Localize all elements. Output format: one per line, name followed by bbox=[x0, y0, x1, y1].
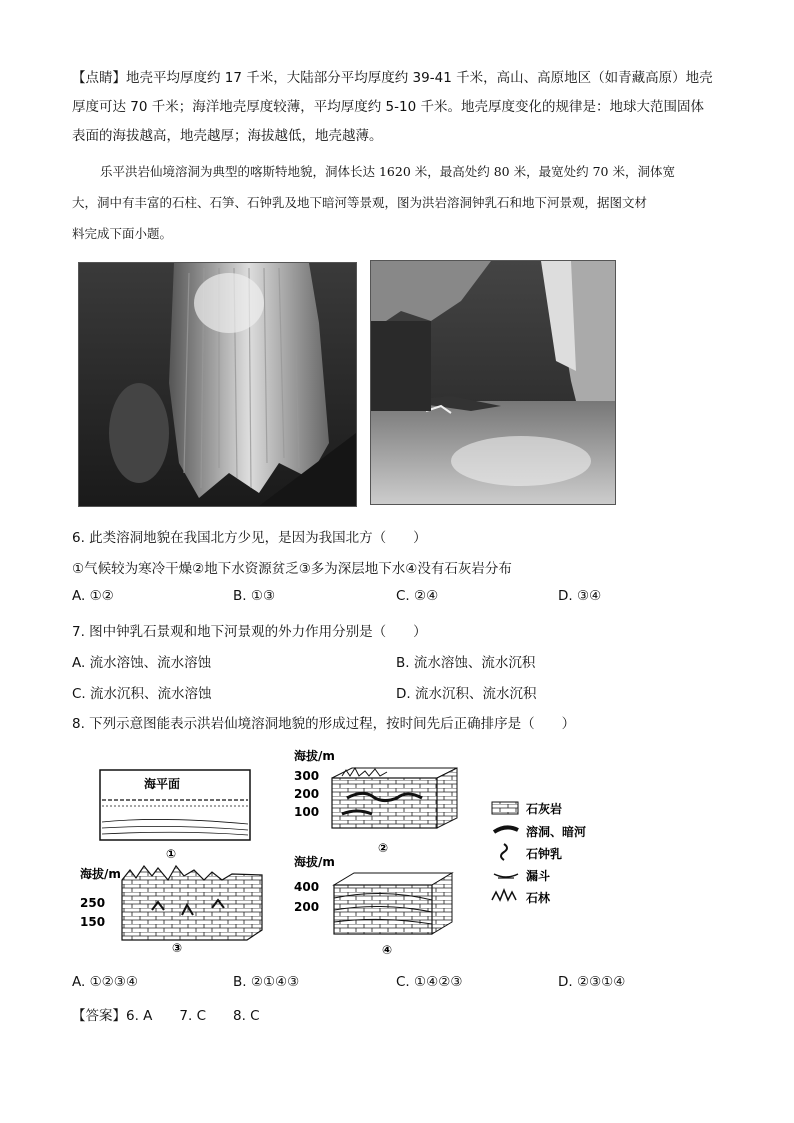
q6-option-a[interactable]: A. ①② bbox=[72, 588, 114, 604]
stalactite-photo bbox=[78, 262, 357, 507]
answer-text: 6. A 7. C 8. C bbox=[126, 1008, 260, 1024]
passage-line-3: 料完成下面小题。 bbox=[72, 226, 173, 241]
legend-limestone: 石灰岩 bbox=[526, 802, 563, 816]
q8-option-a[interactable]: A. ①②③④ bbox=[72, 974, 138, 990]
q7-option-b[interactable]: B. 流水溶蚀、流水沉积 bbox=[396, 655, 536, 671]
diagram-3-tick-250: 250 bbox=[80, 896, 106, 910]
q8-stem: 8. 下列示意图能表示洪岩仙境溶洞地貌的形成过程，按时间先后正确排序是（ ） bbox=[72, 716, 576, 732]
diagram-4-altitude-label: 海拔/m bbox=[294, 855, 335, 869]
diagram-legend bbox=[492, 801, 586, 905]
tip-line-2: 厚度可达 70 千米；海洋地壳厚度较薄，平均厚度约 5-10 千米。地壳厚度变化的规律是：地球大范围固体 bbox=[72, 99, 704, 115]
sea-level-label: 海平面 bbox=[144, 777, 181, 791]
answer-line bbox=[72, 1004, 260, 1024]
diagram-2 bbox=[294, 748, 457, 855]
diagram-2-tick-300: 300 bbox=[294, 769, 320, 783]
tip-line-3: 表面的海拔越高，地壳越厚；海拔越低，地壳越薄。 bbox=[72, 128, 383, 144]
passage-line-2: 大，洞中有丰富的石柱、石笋、石钟乳及地下暗河等景观，图为洪岩溶洞钟乳石和地下河景观，据图文材 bbox=[72, 195, 648, 210]
q6-statements: ①气候较为寒冷干燥②地下水资源贫乏③多为深层地下水④没有石灰岩分布 bbox=[72, 561, 512, 577]
karst-formation-diagram bbox=[72, 740, 592, 965]
tip-line-1: 【点睛】地壳平均厚度约 17 千米，大陆部分平均厚度约 39-41 千米，高山、高原地区（如青藏高原）地壳 bbox=[72, 70, 713, 86]
q8-option-c[interactable]: C. ①④②③ bbox=[396, 974, 463, 990]
diagram-4-tick-400: 400 bbox=[294, 880, 320, 894]
legend-cave-river: 溶洞、暗河 bbox=[526, 825, 587, 839]
underground-river-photo bbox=[370, 260, 616, 505]
diagram-1 bbox=[100, 770, 250, 861]
diagram-2-tick-200: 200 bbox=[294, 787, 320, 801]
diagram-4-tick-200: 200 bbox=[294, 900, 320, 914]
q7-option-a[interactable]: A. 流水溶蚀、流水溶蚀 bbox=[72, 655, 212, 671]
q6-option-d[interactable]: D. ③④ bbox=[558, 588, 602, 604]
diagram-2-number: ② bbox=[378, 841, 389, 855]
q7-option-d[interactable]: D. 流水沉积、流水沉积 bbox=[396, 686, 537, 702]
q6-stem: 6. 此类溶洞地貌在我国北方少见，是因为我国北方（ ） bbox=[72, 530, 427, 546]
q6-option-b[interactable]: B. ①③ bbox=[233, 588, 276, 604]
diagram-4 bbox=[294, 854, 452, 957]
diagram-2-altitude-label: 海拔/m bbox=[294, 749, 335, 763]
legend-stalactite: 石钟乳 bbox=[526, 847, 563, 861]
diagram-3-altitude-label: 海拔/m bbox=[80, 867, 121, 881]
diagram-3-number: ③ bbox=[172, 941, 183, 955]
q8-option-d[interactable]: D. ②③①④ bbox=[558, 974, 626, 990]
diagram-3-tick-150: 150 bbox=[80, 915, 106, 929]
q7-option-c[interactable]: C. 流水沉积、流水溶蚀 bbox=[72, 686, 212, 702]
q7-stem: 7. 图中钟乳石景观和地下河景观的外力作用分别是（ ） bbox=[72, 624, 427, 640]
q6-option-c[interactable]: C. ②④ bbox=[396, 588, 439, 604]
diagram-1-number: ① bbox=[166, 847, 177, 861]
diagram-2-tick-100: 100 bbox=[294, 805, 320, 819]
q8-option-b[interactable]: B. ②①④③ bbox=[233, 974, 300, 990]
diagram-4-number: ④ bbox=[382, 943, 393, 957]
legend-stone-forest: 石林 bbox=[526, 891, 551, 905]
passage-line-1: 乐平洪岩仙境溶洞为典型的喀斯特地貌，洞体长达 1620 米，最高处约 80 米，最宽处约 70 米，洞体宽 bbox=[100, 164, 675, 179]
legend-funnel: 漏斗 bbox=[526, 869, 551, 883]
diagram-3 bbox=[80, 866, 262, 955]
answer-label: 【答案】 bbox=[72, 1008, 126, 1024]
